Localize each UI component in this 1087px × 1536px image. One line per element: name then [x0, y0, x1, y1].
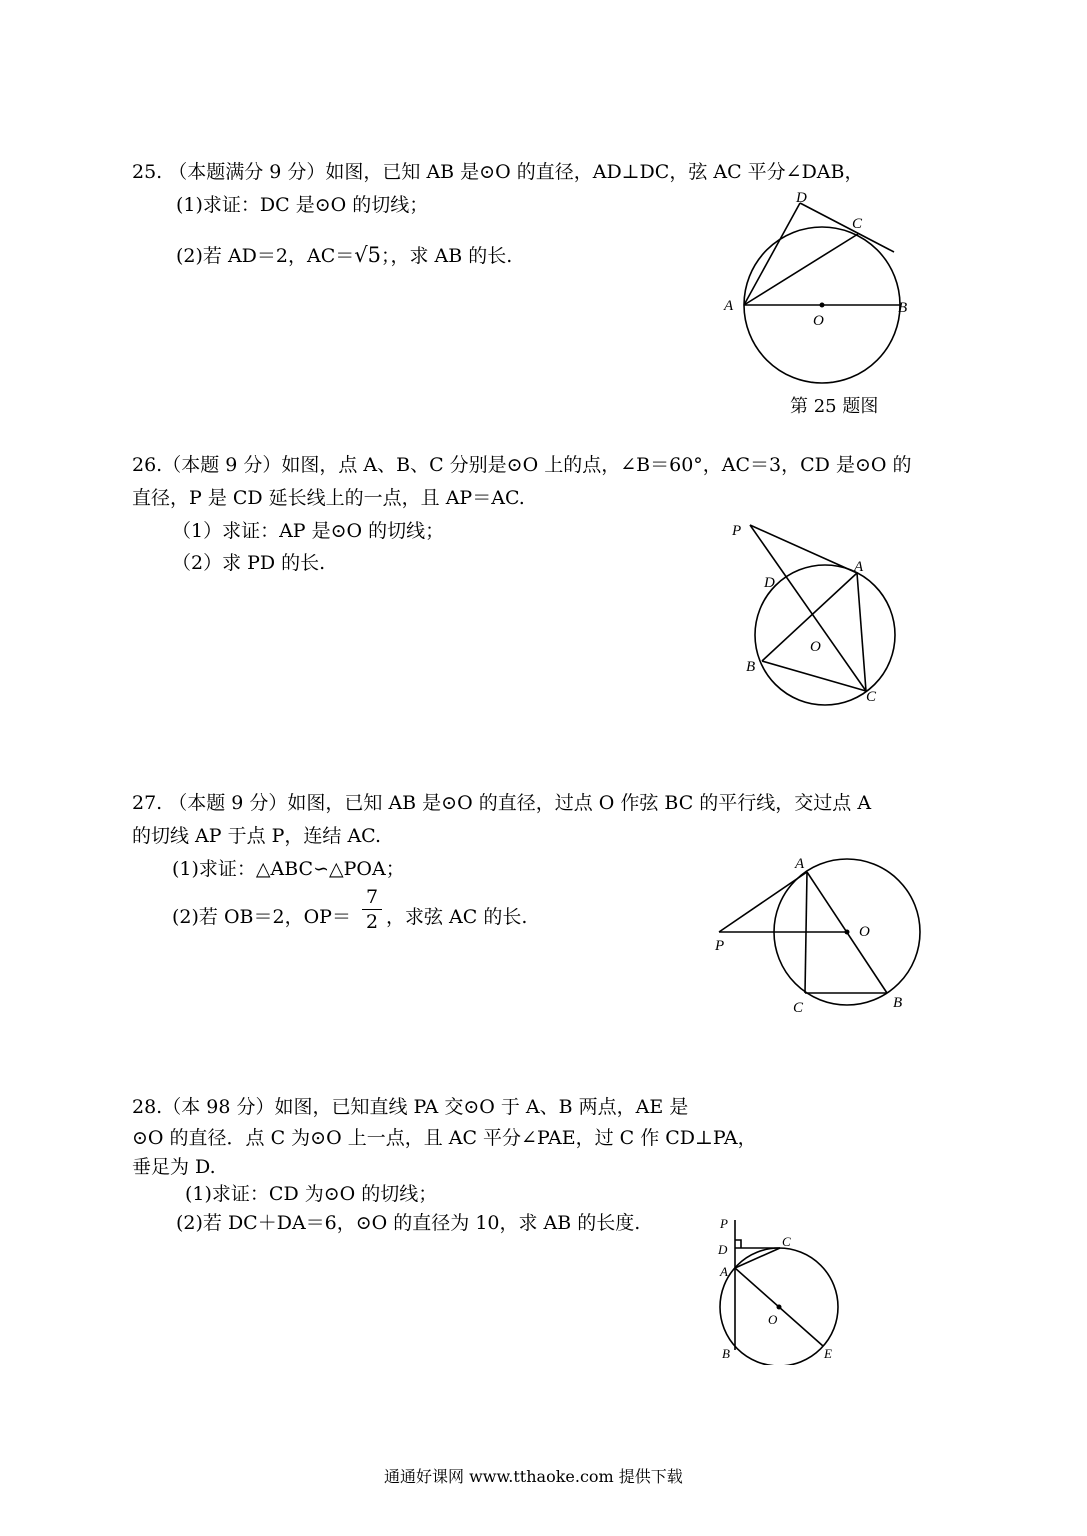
q26-part1: （1）求证：AP 是⊙O 的切线；: [172, 520, 445, 542]
q25-part2-a: (2)若 AD＝2，AC＝: [176, 245, 355, 267]
q26-label-a: A: [854, 559, 864, 575]
q26-label-b: B: [746, 659, 756, 675]
q28-center-dot: [777, 1305, 782, 1310]
q25-part2: [176, 243, 512, 268]
q27-part2-b: ，求弦 AC 的长.: [386, 906, 528, 928]
q25-part2-b: ；，求 AB 的长.: [381, 245, 513, 267]
q28-label-o: O: [768, 1312, 778, 1327]
q27-fraction-numerator: 7: [365, 886, 379, 908]
q25-stem: 25. （本题满分 9 分）如图，已知 AB 是⊙O 的直径，AD⊥DC，弦 AC 平分∠DAB，: [132, 161, 864, 183]
q26-stem-line2: 直径，P 是 CD 延长线上的一点，且 AP＝AC.: [132, 487, 525, 509]
q25-radical: √5: [354, 243, 382, 267]
q26-label-o: O: [810, 639, 821, 655]
q28-label-a: A: [720, 1264, 728, 1279]
q25-label-d: D: [796, 190, 807, 206]
q27-chord-ac: [805, 872, 807, 993]
q27-fraction-bar: [362, 909, 382, 910]
q27-fraction: [362, 886, 382, 933]
q27-center-dot: [845, 930, 850, 935]
q25-caption: 第 25 题图: [790, 396, 879, 417]
q28-stem-line2: ⊙O 的直径．点 C 为⊙O 上一点，且 AC 平分∠PAE，过 C 作 CD⊥PA，: [132, 1127, 757, 1149]
q25-label-c: C: [852, 216, 863, 232]
q26-stem-line1: 26.（本题 9 分）如图，点 A、B、C 分别是⊙O 上的点，∠B＝60°，AC＝3，CD 是⊙O 的: [132, 454, 912, 476]
q28-part1: (1)求证：CD 为⊙O 的切线；: [185, 1183, 438, 1205]
q28-label-c: C: [782, 1234, 791, 1249]
page-footer: 通通好课网 www.tthaoke.com 提供下载: [384, 1467, 683, 1486]
q26-part2: （2）求 PD 的长.: [172, 552, 326, 574]
q27-figure: [705, 850, 935, 1025]
q27-part1: (1)求证：△ABC∽△POA；: [172, 858, 405, 880]
q25-label-a: A: [724, 298, 734, 314]
q28-stem-line1: 28.（本 98 分）如图，已知直线 PA 交⊙O 于 A、B 两点，AE 是: [132, 1096, 689, 1118]
q25-label-b: B: [898, 300, 908, 316]
q25-chord-ac: [744, 234, 858, 305]
q28-stem-line3: 垂足为 D.: [132, 1156, 216, 1178]
q28-chord-ac: [735, 1248, 780, 1268]
q27-stem-line1: 27. （本题 9 分）如图，已知 AB 是⊙O 的直径，过点 O 作弦 BC 的平行线，交过点 A: [132, 792, 872, 814]
q25-part1: (1)求证：DC 是⊙O 的切线；: [176, 194, 429, 216]
q26-circle: [755, 565, 895, 705]
q26-label-p: P: [732, 523, 742, 539]
q26-label-c: C: [866, 689, 877, 705]
q25-line-ad: [744, 203, 800, 305]
q28-label-b: B: [722, 1346, 730, 1361]
q28-right-angle-mark: [735, 1240, 741, 1248]
q26-figure: [720, 505, 930, 715]
q25-figure: [700, 180, 940, 395]
q26-label-d: D: [764, 575, 775, 591]
q28-part2: (2)若 DC＋DA＝6，⊙O 的直径为 10，求 AB 的长度.: [176, 1212, 641, 1234]
q26-line-pc: [750, 525, 866, 691]
q27-label-p: P: [715, 938, 725, 954]
q27-stem-line2: 的切线 AP 于点 P，连结 AC.: [132, 825, 382, 847]
q28-label-d: D: [718, 1242, 728, 1257]
q25-center-dot: [820, 303, 825, 308]
q27-label-b: B: [893, 995, 903, 1011]
q27-label-o: O: [859, 924, 870, 940]
q25-label-o: O: [813, 313, 824, 329]
q28-label-e: E: [824, 1346, 832, 1361]
q27-part2-a: (2)若 OB＝2，OP＝: [172, 906, 351, 928]
q28-label-p: P: [720, 1216, 728, 1231]
q27-label-a: A: [795, 856, 805, 872]
q28-figure: [700, 1210, 860, 1365]
q27-label-c: C: [793, 1000, 804, 1016]
q27-tangent-ap: [719, 872, 807, 932]
q26-chord-ac: [857, 573, 866, 691]
q27-fraction-denominator: 2: [365, 911, 379, 933]
